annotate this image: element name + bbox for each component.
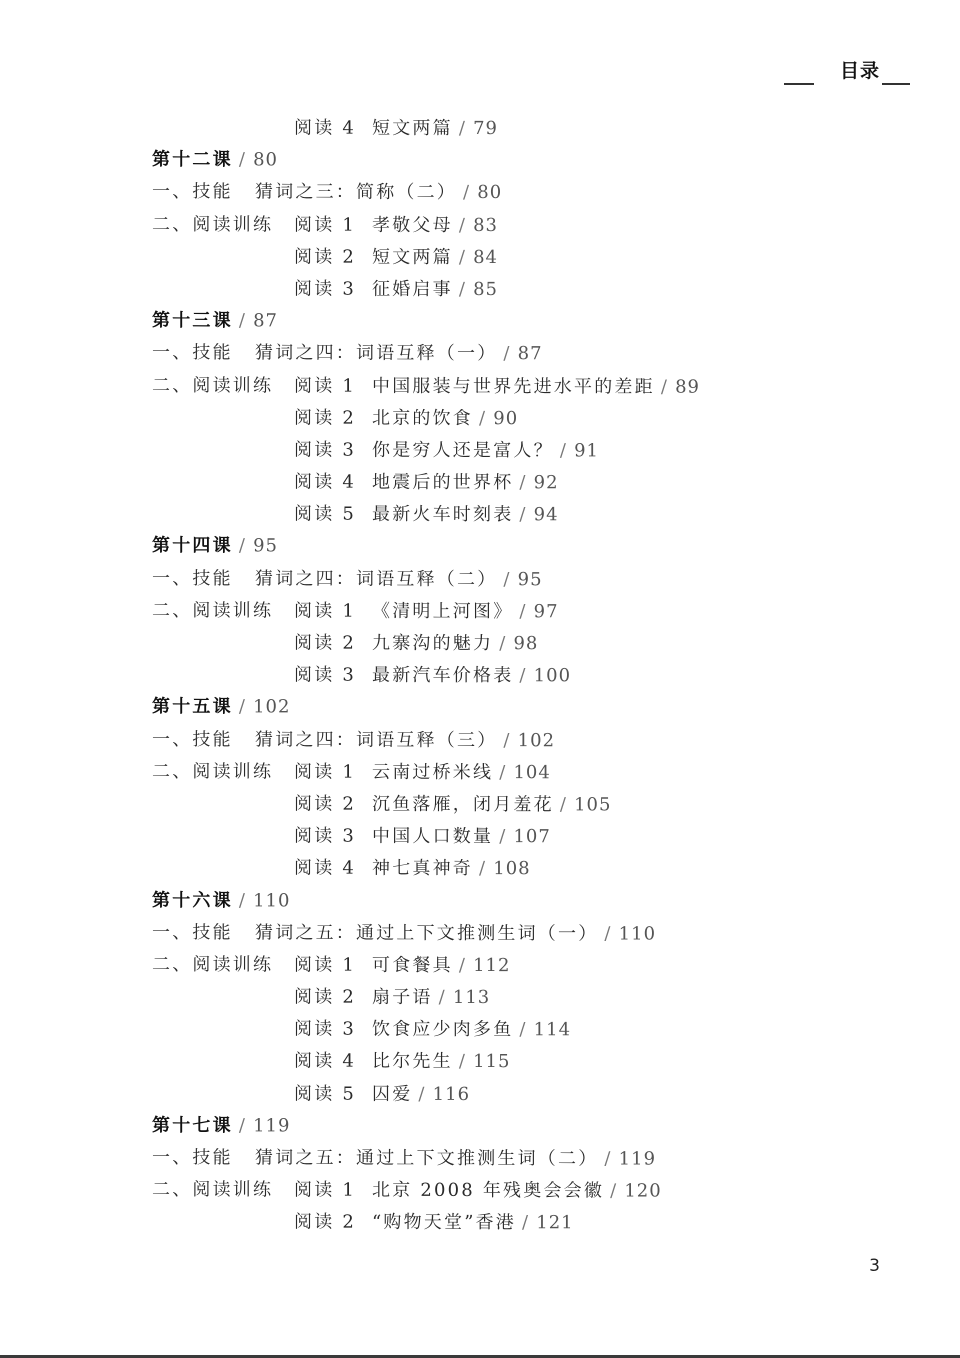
page-separator: / [479,858,488,880]
entry-prefix: 二、阅读训练 [152,213,274,235]
toc-reading-entry[interactable] [152,112,872,146]
entry-title: 短文两篇 [372,246,453,268]
toc-reading-entry[interactable] [152,1174,872,1208]
entry-title: 饮食应少肉多鱼 [372,1018,514,1041]
lesson-label: 第十五课 [152,696,233,718]
page-separator: / [499,633,508,655]
page-ref: 114 [533,1019,572,1041]
lesson-label: 第十三课 [152,310,233,332]
toc-reading-entry[interactable] [152,820,872,854]
reading-label: 阅读 4 [294,117,356,139]
reading-label: 阅读 1 [294,214,356,236]
entry-title: 猜词之三：简称（二） [255,181,457,204]
page-separator: / [660,376,670,398]
page-ref: 79 [473,118,498,140]
page-ref: 102 [253,696,291,718]
toc-lesson-heading[interactable] [152,530,872,564]
entry-title: 比尔先生 [372,1051,453,1073]
lesson-label: 第十六课 [152,889,233,911]
page-separator: / [519,665,528,687]
page-separator: / [479,407,488,429]
reading-label: 阅读 2 [294,632,356,654]
entry-title: 九寨沟的魅力 [372,632,494,655]
toc-reading-entry[interactable] [152,595,872,629]
reading-label: 阅读 3 [294,439,356,461]
entry-title: 猜词之五：通过上下文推测生词（二） [255,1147,599,1170]
lesson-label: 第十四课 [152,535,233,557]
toc-skill-entry[interactable] [152,917,872,951]
reading-line [372,1046,510,1079]
page-separator: / [604,1148,613,1170]
reading-label: 阅读 1 [294,374,356,397]
entry-title: 最新汽车价格表 [372,664,514,687]
entry-title: 猜词之四：词语互释（三） [255,728,498,751]
reading-label: 阅读 1 [294,761,356,783]
skill-line [255,917,656,950]
page-ref: 110 [618,923,657,945]
reading-line [372,628,538,661]
toc-reading-entry[interactable] [152,498,872,532]
page-ref: 102 [517,729,556,751]
toc-reading-entry[interactable] [152,1013,872,1047]
page-ref: 119 [253,1115,291,1137]
page-ref: 80 [477,182,503,204]
reading-line [372,370,700,403]
page-ref: 107 [513,826,551,848]
toc-reading-entry[interactable] [152,241,872,275]
page-separator: / [458,246,468,268]
entry-title: 中国服装与世界先进水平的差距 [372,375,655,398]
page-number: 3 [869,1256,880,1276]
page-separator: / [238,535,248,557]
page-separator: / [238,149,248,171]
page-separator: / [559,794,569,816]
page-separator: / [238,310,248,332]
page-separator: / [604,923,613,945]
table-of-contents [152,112,872,1241]
page-ref: 92 [533,472,559,494]
page-separator: / [522,1212,531,1234]
reading-line [372,1014,571,1047]
toc-reading-entry[interactable] [152,370,872,404]
toc-reading-entry[interactable] [152,981,872,1015]
entry-title: 北京的饮食 [372,407,473,429]
page-separator: / [463,182,472,204]
toc-lesson-heading[interactable] [152,691,872,725]
reading-label: 阅读 4 [294,1050,356,1073]
reading-label: 阅读 3 [294,1018,356,1040]
toc-reading-entry[interactable] [152,434,872,468]
page-ref: 97 [533,601,559,623]
entry-title: 孝敬父母 [372,214,453,236]
page-separator: / [499,761,508,783]
lesson-label: 第十二课 [152,149,233,171]
reading-line [372,660,571,693]
entry-prefix: 一、技能 [152,728,233,750]
reading-label: 阅读 2 [294,793,356,815]
toc-reading-entry[interactable] [152,209,872,243]
toc-reading-entry[interactable] [152,1206,872,1240]
entry-title: 囚爱 [372,1083,413,1105]
page-separator: / [519,1019,528,1041]
section-title: 目录 [839,60,880,82]
entry-prefix: 一、技能 [152,342,233,364]
page-ref: 100 [533,665,572,687]
toc-skill-entry[interactable] [152,1142,872,1176]
page-separator: / [438,986,447,1008]
page-separator: / [503,568,512,590]
entry-title: 短文两篇 [372,117,453,139]
lesson-line [152,144,278,177]
entry-prefix: 二、阅读训练 [152,953,274,976]
toc-reading-entry[interactable] [152,659,872,693]
toc-reading-entry[interactable] [152,788,872,822]
reading-label: 阅读 2 [294,986,356,1008]
page-ref: 121 [536,1212,574,1234]
page-separator: / [238,889,248,911]
toc-reading-entry[interactable] [152,1078,872,1112]
toc-skill-entry[interactable] [152,176,872,210]
reading-line [372,756,551,789]
reading-line [372,821,551,854]
page-separator: / [458,1051,468,1073]
reading-line [372,274,498,307]
toc-reading-entry[interactable] [152,627,872,661]
reading-line [372,241,498,274]
page-ref: 85 [473,278,498,301]
toc-lesson-heading[interactable] [152,885,872,919]
page-separator: / [458,278,468,300]
skill-line [255,338,543,371]
page-ref: 95 [517,568,543,590]
entry-prefix: 二、阅读训练 [152,374,274,396]
page-ref: 95 [253,535,278,557]
page-ref: 120 [624,1180,662,1202]
page-ref: 87 [253,310,278,332]
entry-prefix: 一、技能 [152,567,233,589]
reading-label: 阅读 5 [294,1083,356,1105]
page-ref: 115 [473,1051,511,1073]
page-ref: 94 [533,504,559,526]
page-separator: / [458,954,468,976]
reading-label: 阅读 1 [294,600,356,622]
reading-line [372,209,498,242]
reading-label: 阅读 3 [294,825,356,847]
toc-lesson-heading[interactable] [152,305,872,339]
reading-line [372,596,559,629]
toc-reading-entry[interactable] [152,273,872,307]
header-rule-right [882,83,910,85]
page-ref: 89 [675,376,700,398]
entry-prefix: 二、阅读训练 [152,760,274,783]
page-separator: / [458,214,468,236]
page-separator: / [499,826,508,848]
entry-title: 猜词之五：通过上下文推测生词（一） [255,922,599,945]
reading-line [372,789,611,822]
page-ref: 91 [574,440,599,462]
skill-line [255,724,555,757]
reading-label: 阅读 4 [294,857,356,879]
reading-label: 阅读 4 [294,471,356,493]
reading-line [372,113,498,146]
reading-label: 阅读 3 [294,278,356,300]
toc-reading-entry[interactable] [152,466,872,500]
page-ref: 116 [432,1083,471,1105]
reading-line [372,402,518,435]
entry-title: 扇子语 [372,986,433,1008]
page-ref: 105 [574,794,612,816]
page-ref: 108 [493,858,531,880]
toc-reading-entry[interactable] [152,402,872,436]
header-rule [784,83,910,85]
page-separator: / [519,504,528,526]
page-ref: 80 [253,149,278,171]
reading-line [372,853,531,886]
reading-line [372,982,490,1015]
page-ref: 112 [473,954,511,977]
page-ref: 119 [618,1148,657,1170]
reading-label: 阅读 5 [294,503,356,525]
skill-line [255,1142,656,1175]
page-separator: / [610,1180,619,1202]
reading-label: 阅读 3 [294,664,356,686]
page-separator: / [519,600,528,622]
toc-reading-entry[interactable] [152,1045,872,1079]
lesson-line [152,1110,290,1143]
lesson-line [152,691,290,724]
entry-title: 北京 2008 年残奥会会徽 [372,1179,605,1202]
lesson-line [152,305,278,338]
page-separator: / [559,440,569,462]
reading-label: 阅读 2 [294,407,356,429]
lesson-label: 第十七课 [152,1114,233,1137]
entry-title: 可食餐具 [372,954,453,976]
page-ref: 113 [452,987,491,1009]
page-separator: / [458,117,468,139]
reading-label: 阅读 1 [294,1179,356,1201]
toc-lesson-heading[interactable] [152,1110,872,1144]
toc-skill-entry[interactable] [152,337,872,371]
header-rule-left [784,83,814,85]
lesson-line [152,885,290,918]
entry-title: 征婚启事 [372,278,453,300]
reading-line [372,499,559,532]
skill-line [255,177,502,210]
reading-line [372,1175,662,1208]
entry-title: 地震后的世界杯 [372,471,514,494]
page-ref: 84 [473,246,498,268]
page-separator: / [238,1115,248,1137]
entry-title: 中国人口数量 [372,825,494,848]
page-ref: 90 [493,407,519,429]
toc-lesson-heading[interactable] [152,144,872,178]
skill-line [255,563,543,596]
entry-title: 《清明上河图》 [372,600,514,622]
lesson-line [152,530,278,563]
entry-title: “购物天堂”香港 [372,1212,517,1234]
entry-title: 你是穷人还是富人？ [372,439,554,462]
entry-title: 猜词之四：词语互释（一） [255,342,498,365]
page-ref: 104 [513,761,551,784]
toc-reading-entry[interactable] [152,756,872,790]
page-ref: 110 [253,889,291,911]
toc-reading-entry[interactable] [152,852,872,886]
reading-line [372,1207,574,1240]
reading-line [372,435,599,468]
page-separator: / [503,729,512,751]
entry-title: 最新火车时刻表 [372,503,514,526]
page-separator: / [519,472,528,494]
reading-line [372,467,559,500]
reading-label: 阅读 2 [294,1211,356,1234]
toc-reading-entry[interactable] [152,949,872,983]
entry-prefix: 二、阅读训练 [152,599,274,622]
entry-title: 云南过桥米线 [372,761,494,783]
page-separator: / [418,1083,427,1105]
reading-label: 阅读 2 [294,246,356,268]
entry-title: 神七真神奇 [372,858,473,880]
page-ref: 87 [517,343,543,365]
entry-title: 沉鱼落雁，闭月羞花 [372,793,554,816]
reading-line [372,1078,470,1111]
toc-skill-entry[interactable] [152,724,872,758]
entry-prefix: 一、技能 [152,1147,233,1169]
entry-prefix: 一、技能 [152,921,233,943]
reading-line [372,950,510,983]
entry-title: 猜词之四：词语互释（二） [255,567,498,590]
reading-label: 阅读 1 [294,954,356,976]
page-ref: 83 [473,214,498,236]
page-separator: / [238,696,248,718]
entry-prefix: 一、技能 [152,181,233,203]
entry-prefix: 二、阅读训练 [152,1179,274,1201]
running-header [812,56,908,83]
page-ref: 98 [513,633,539,655]
page-separator: / [503,343,512,365]
toc-skill-entry[interactable] [152,563,872,597]
